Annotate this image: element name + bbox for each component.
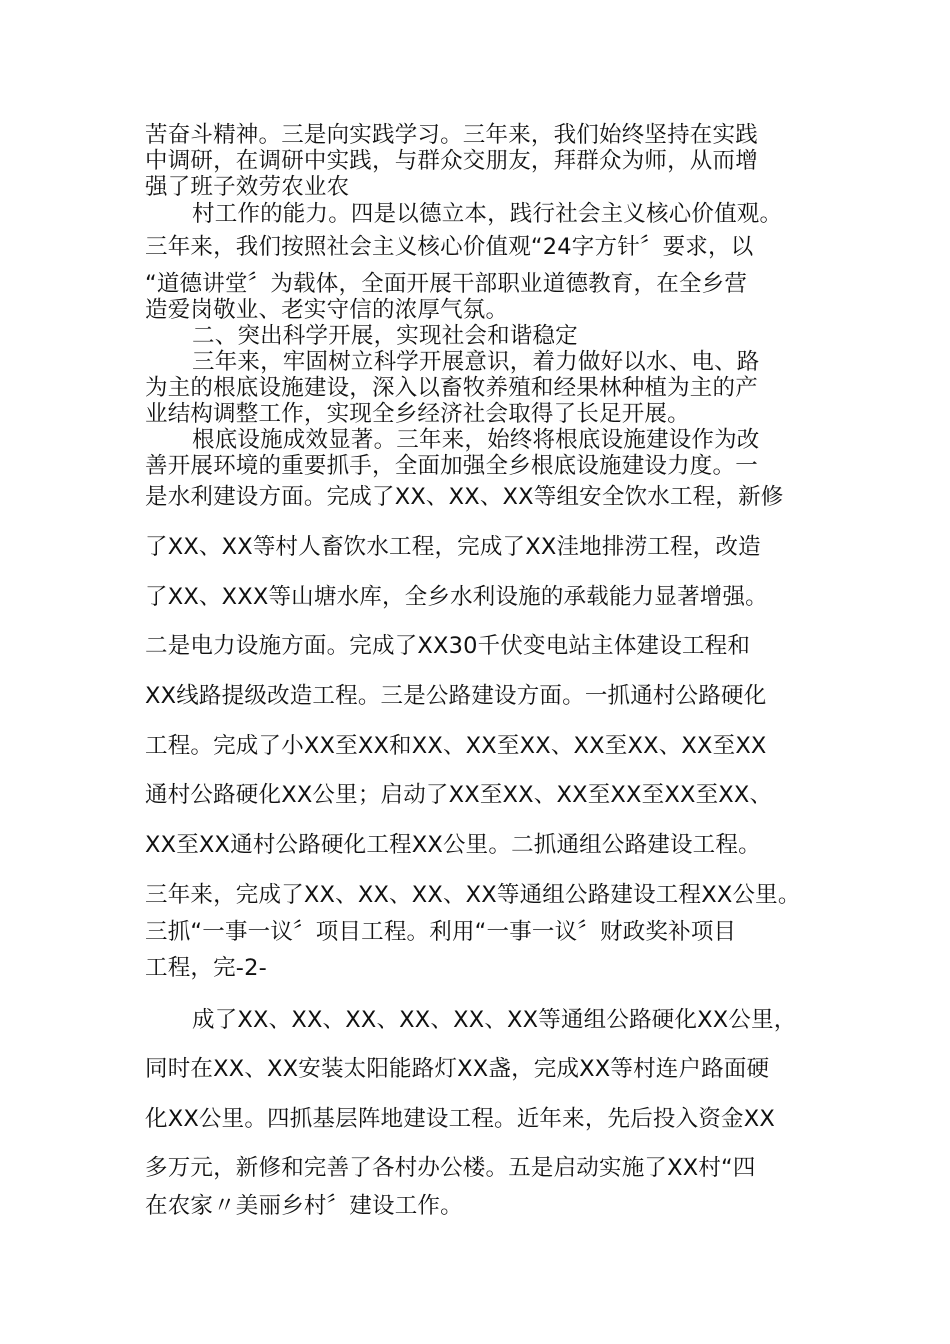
text-line: 村工作的能力。四是以德立本，践行社会主义核心价值观。 (192, 201, 783, 227)
text-line: 了XX、XXX等山塘水库，全乡水利设施的承载能力显著增强。 (145, 584, 768, 610)
text-line: 苦奋斗精神。三是向实践学习。三年来，我们始终坚持在实践 (145, 122, 758, 148)
text-line: 三年来，牢固树立科学开展意识，着力做好以水、电、路 (192, 349, 760, 375)
text-line: 同时在XX、XX安装太阳能路灯XX盏，完成XX等村连户路面硬 (145, 1056, 770, 1082)
text-line: 为主的根底设施建设，深入以畜牧养殖和经果林种植为主的产 (145, 375, 758, 401)
text-line: 工程，完-2- (145, 955, 267, 981)
text-line: 造爱岗敬业、老实守信的浓厚气氛。 (145, 297, 509, 323)
text-line: 强了班子效劳农业农 (145, 174, 350, 200)
text-line: 多万元，新修和完善了各村办公楼。五是启动实施了XX村“四 (145, 1155, 756, 1181)
text-line: 中调研，在调研中实践，与群众交朋友，拜群众为师，从而增 (145, 148, 758, 174)
text-line: 三抓“一事一议〞项目工程。利用“一事一议〞财政奖补项目 (145, 919, 737, 945)
text-line: 根底设施成效显著。三年来，始终将根底设施建设作为改 (192, 427, 760, 453)
text-line: “道德讲堂〞为载体，全面开展干部职业道德教育，在全乡营 (145, 271, 748, 297)
text-line: 在农家〃美丽乡村〞建设工作。 (145, 1193, 463, 1219)
text-line: XX至XX通村公路硬化工程XX公里。二抓通组公路建设工程。 (145, 832, 761, 858)
text-line: 是水利建设方面。完成了XX、XX、XX等组安全饮水工程，新修 (145, 484, 784, 510)
section-heading: 二、突出科学开展，实现社会和谐稳定 (192, 323, 578, 349)
text-line: 了XX、XX等村人畜饮水工程，完成了XX洼地排涝工程，改造 (145, 534, 761, 560)
text-line: 成了XX、XX、XX、XX、XX、XX等通组公路硬化XX公里， (192, 1007, 797, 1033)
text-line: 三年来，完成了XX、XX、XX、XX等通组公路建设工程XX公里。 (145, 882, 801, 908)
text-line: 工程。完成了小XX至XX和XX、XX至XX、XX至XX、XX至XX (145, 733, 767, 759)
text-line: 通村公路硬化XX公里；启动了XX至XX、XX至XX至XX至XX、 (145, 782, 773, 808)
text-line: XX线路提级改造工程。三是公路建设方面。一抓通村公路硬化 (145, 683, 767, 709)
text-line: 三年来，我们按照社会主义核心价值观“24字方针〞要求，以 (145, 234, 754, 260)
text-line: 业结构调整工作，实现全乡经济社会取得了长足开展。 (145, 401, 690, 427)
text-line: 二是电力设施方面。完成了XX30千伏变电站主体建设工程和 (145, 633, 751, 659)
text-line: 化XX公里。四抓基层阵地建设工程。近年来，先后投入资金XX (145, 1106, 775, 1132)
text-line: 善开展环境的重要抓手，全面加强全乡根底设施建设力度。一 (145, 453, 758, 479)
